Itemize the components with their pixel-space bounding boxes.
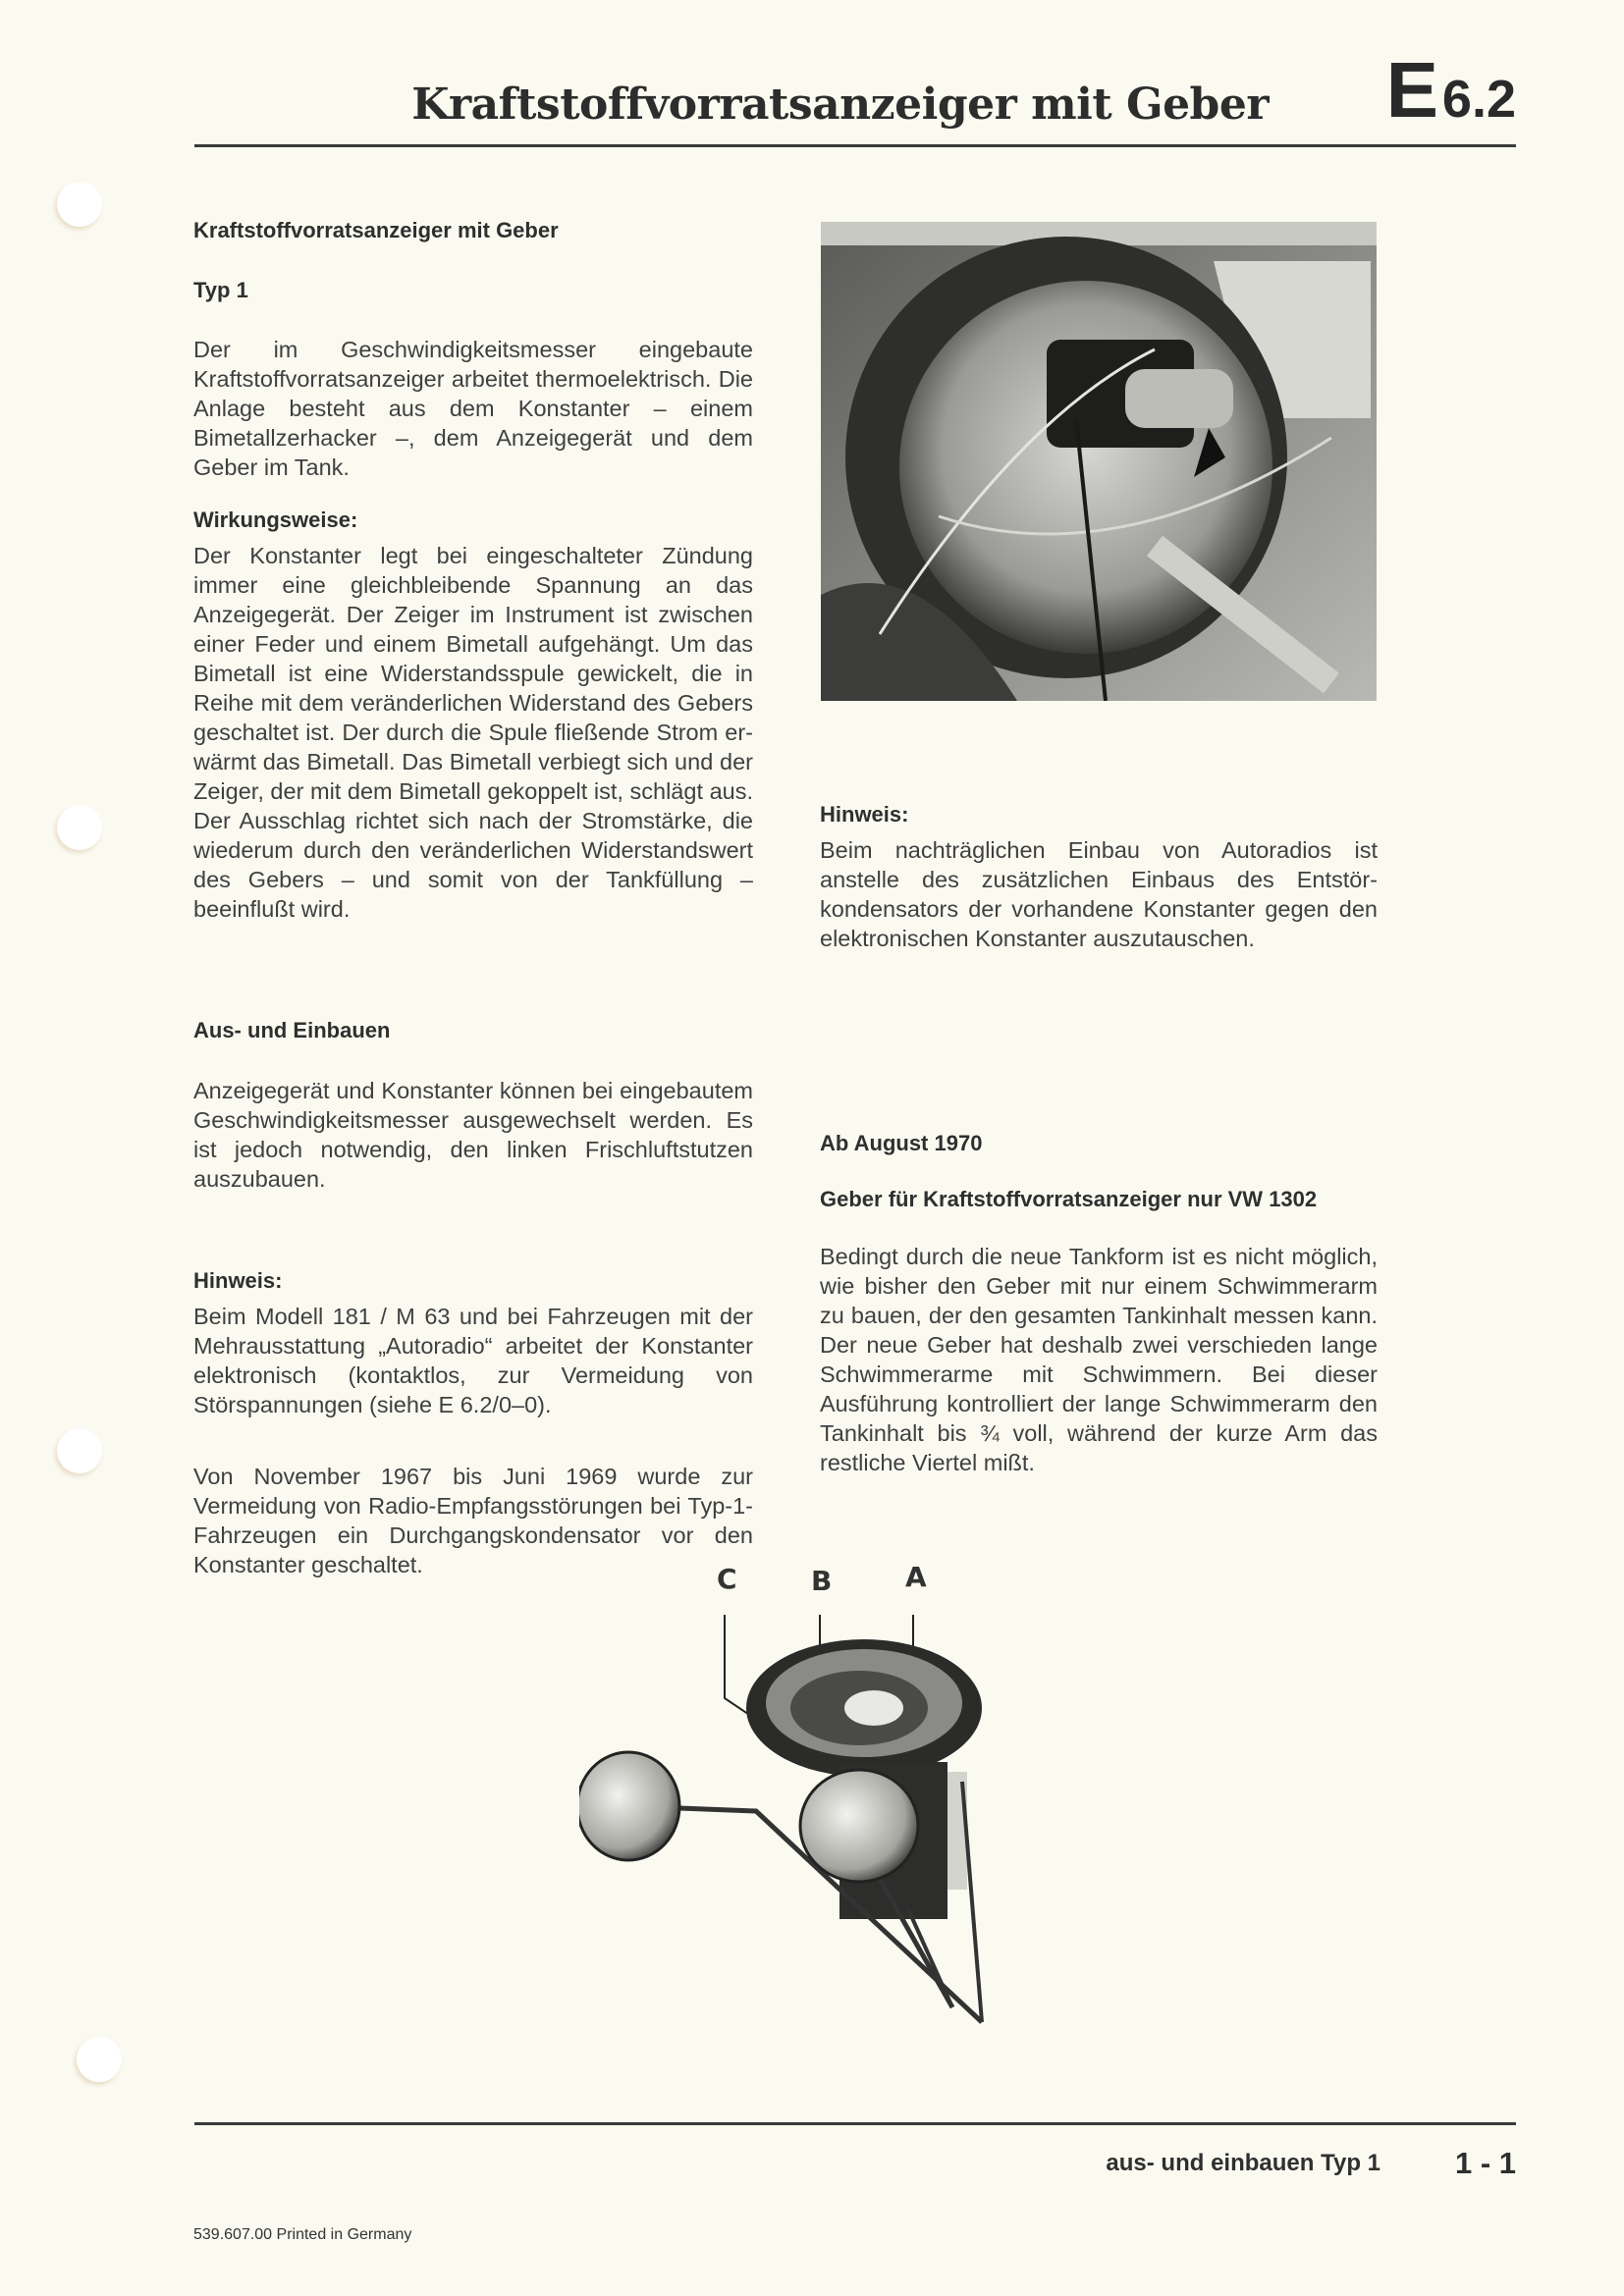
type-heading: Typ 1 xyxy=(193,278,248,302)
sender-paragraph: Bedingt durch die neue Tankform ist es nicht möglich, wie bisher den Geber mit nur einem Schwimmerarm zu bauen, der den gesamten Tankinhalt messen kann. Der neue Geber hat deshalb zwei verschieden lange Schwimmerarme mit Schwimmern. Bei dieser Ausführung kontrolliert der lange Schwimmerarm den Tankinhalt bis ¾ voll, während der kurze Arm das restliche Viertel mißt. xyxy=(820,1244,1378,1475)
page-header xyxy=(194,46,1516,145)
function-heading: Wirkungsweise: xyxy=(193,507,358,532)
fuel-sender-diagram xyxy=(579,1561,1394,2052)
punch-hole xyxy=(77,2037,122,2082)
punch-hole xyxy=(57,805,102,850)
sender-heading: Geber für Kraftstoffvorratsanzeiger nur VW 1302 xyxy=(820,1187,1318,1211)
page-title: Kraftstoffvorratsanzeiger mit Geber xyxy=(411,80,1269,130)
retrofit-note-heading: Hinweis: xyxy=(820,802,909,827)
note-paragraph: Beim Modell 181 / M 63 und bei Fahrzeugen mit der Mehrausstattung „Autoradio“ arbeitet der Konstanter elektronisch (kontaktlos, zur Vermeidung von Störspannungen (siehe E 6.2/0–0). xyxy=(193,1304,753,1417)
header-rule xyxy=(194,144,1516,147)
speedometer-photo xyxy=(821,222,1377,701)
label-b: B xyxy=(811,1565,833,1597)
speedometer-photo-graphic xyxy=(821,222,1377,701)
fuel-sender-graphic xyxy=(579,1561,1394,2052)
removal-paragraph: Anzeigegerät und Konstanter können bei eingebautem Geschwindigkeitsmesser ausgewechselt werden. Es ist jedoch notwendig, den linken Frischluftstutzen auszubauen. xyxy=(193,1078,753,1192)
retrofit-note-paragraph: Beim nachträglichen Einbau von Autoradios ist anstelle des zusätzlichen Einbaus des Entstörkondensators der vorhandene Konstanter gegen den elektronischen Konstanter auszutauschen. xyxy=(820,837,1378,951)
intro-paragraph: Der im Geschwindigkeitsmesser eingebaute Kraftstoffvorratsanzeiger arbeitet thermoelektrisch. Die Anlage besteht aus dem Konstanter – einem Bimetallzerhacker –, dem Anzeigegerät und dem Geber im Tank. xyxy=(193,337,753,480)
history-paragraph: Von November 1967 bis Juni 1969 wurde zur Vermeidung von Radio-Empfangsstörungen bei Typ-1-Fahrzeugen ein Durchgangskondensator vor den Konstanter geschaltet. xyxy=(193,1464,753,1577)
page-number: 1 - 1 xyxy=(1454,2146,1516,2180)
label-c: C xyxy=(717,1563,737,1595)
punch-hole xyxy=(57,182,102,227)
removal-heading: Aus- und Einbauen xyxy=(193,1018,391,1042)
label-a: A xyxy=(905,1561,927,1593)
note-heading: Hinweis: xyxy=(193,1268,283,1293)
main-heading: Kraftstoffvorratsanzeiger mit Geber xyxy=(193,218,559,242)
date-heading: Ab August 1970 xyxy=(820,1131,983,1155)
punch-hole xyxy=(57,1428,102,1473)
footer-rule xyxy=(194,2122,1516,2125)
print-info: 539.607.00 Printed in Germany xyxy=(193,2226,412,2243)
section-code: 6.2 xyxy=(1441,70,1516,129)
section-number xyxy=(1386,45,1516,135)
section-letter: E xyxy=(1385,46,1436,133)
function-paragraph: Der Konstanter legt bei eingeschalteter Zündung immer eine gleichbleibende Spannung an das Anzeigegerät. Der Zeiger im Instrument ist zwischen einer Feder und einem Bimetall aufgehängt. Um das Bimetall ist eine Widerstandsspule gewickelt, die in Reihe mit dem veränderlichen Widerstand des Gebers geschaltet ist. Der durch die Spule fließende Strom erwärmt das Bimetall. Das Bimetall verbiegt sich und der Zeiger, der mit dem Bimetall gekoppelt ist, schlägt aus. Der Ausschlag richtet sich nach der Stromstärke, die wiederum durch den veränderlichen Widerstandswert des Gebers – und somit von der Tankfüllung – beeinflußt wird. xyxy=(193,543,753,922)
footer-caption: aus- und einbauen Typ 1 xyxy=(1106,2150,1380,2176)
